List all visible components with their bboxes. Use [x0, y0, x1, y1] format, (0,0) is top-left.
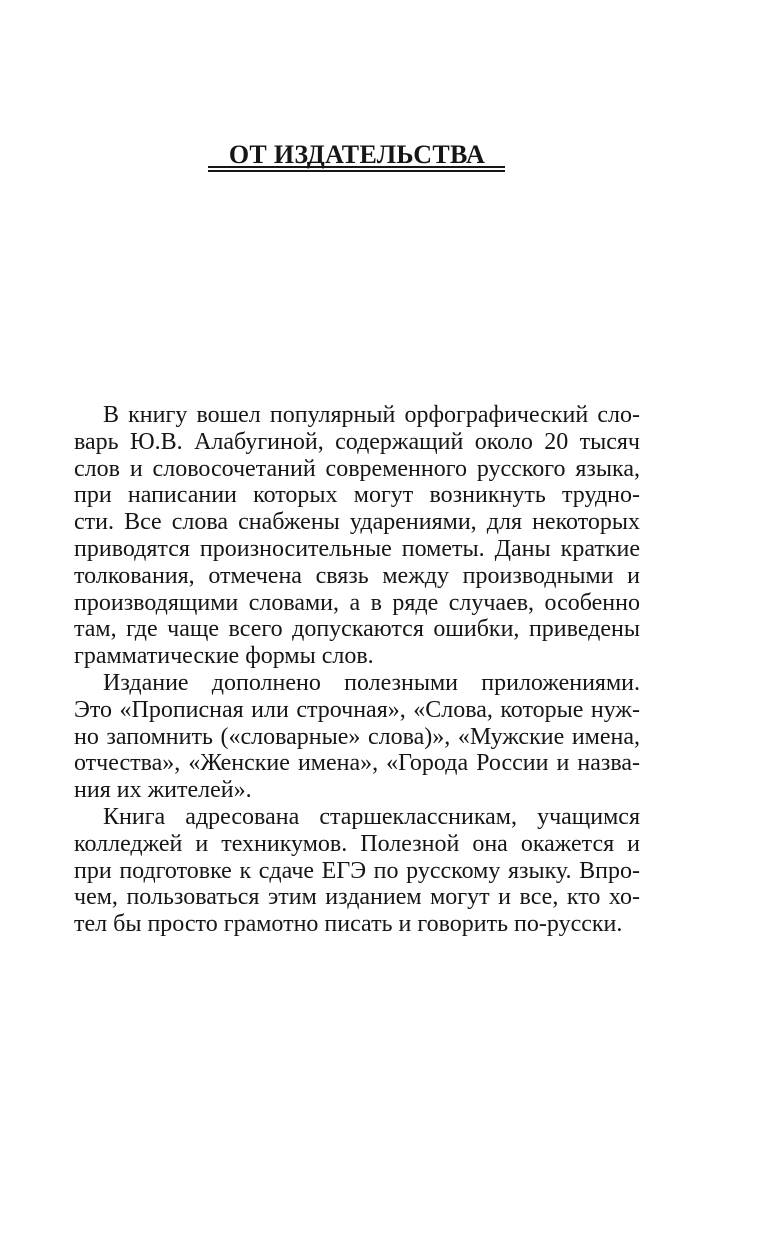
text-line: чем, пользоваться этим изданием могут и все, кто хо- [74, 884, 640, 911]
body-text [74, 402, 640, 938]
text-line: тел бы просто грамотно писать и говорить по-русски. [74, 911, 623, 938]
chapter-title: ОТ ИЗДАТЕЛЬСТВА [228, 140, 486, 170]
paragraph [74, 402, 640, 670]
text-line: Книга адресована старшеклассникам, учащимся [103, 803, 640, 830]
text-line: В книгу вошел популярный орфографический сло- [103, 402, 640, 428]
text-line: ния их жителей». [74, 777, 252, 804]
text-line: Издание дополнено полезными приложениями. [103, 669, 640, 696]
text-line: приводятся произносительные пометы. Даны краткие [74, 535, 640, 562]
text-line: грамматические формы слов. [74, 643, 374, 670]
title-divider-rule [208, 166, 505, 172]
text-line: варь Ю.В. Алабугиной, содержащий около 20 тысяч [74, 428, 640, 455]
text-line: сти. Все слова снабжены ударениями, для некоторых [74, 509, 640, 536]
text-line: Это «Прописная или строчная», «Слова, которые нуж- [74, 696, 640, 723]
text-line: слов и словосочетаний современного русского языка, [74, 455, 640, 482]
text-line: колледжей и техникумов. Полезной она окажется и [74, 830, 640, 857]
text-line: производящими словами, а в ряде случаев, особенно [74, 589, 640, 616]
text-line: но запомнить («словарные» слова)», «Мужские имена, [74, 723, 640, 750]
text-line: при написании которых могут возникнуть трудно- [74, 482, 640, 509]
text-line: отчества», «Женские имена», «Города России и назва- [74, 750, 640, 777]
text-line: там, где чаще всего допускаются ошибки, приведены [74, 616, 640, 643]
paragraph [74, 670, 640, 804]
paragraph [74, 804, 640, 938]
text-line: толкования, отмечена связь между производными и [74, 562, 640, 589]
text-line: при подготовке к сдаче ЕГЭ по русскому языку. Впро- [74, 857, 640, 884]
